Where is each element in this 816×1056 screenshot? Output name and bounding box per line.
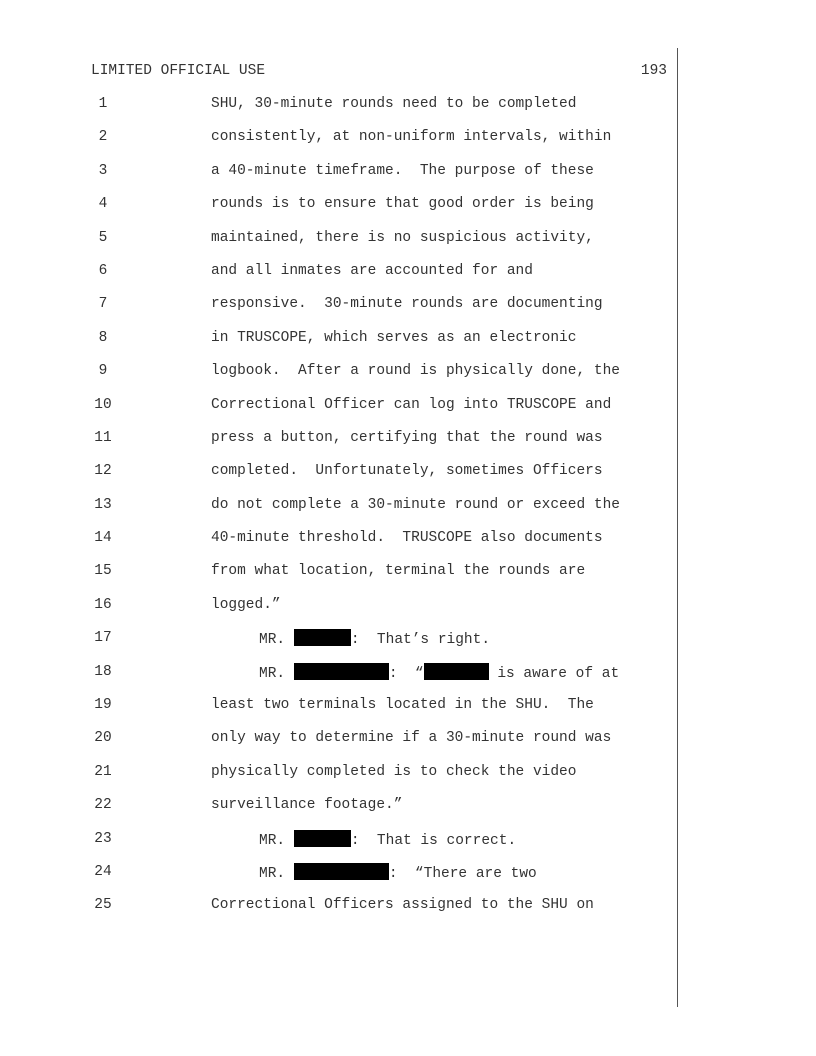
line-number: 1 [98,96,108,112]
speaker-text: : That is correct. [350,832,517,849]
line-text: surveillance footage.” [211,797,403,814]
line-text: do not complete a 30-minute round or exceed the [211,496,620,513]
line-text: logbook. After a round is physically done, the [211,363,620,380]
transcript-line [0,492,816,525]
line-text: SHU, 30-minute rounds need to be completed [211,96,577,112]
speaker-prefix: MR. [259,665,294,682]
line-number: 9 [98,363,108,380]
line-number: 8 [98,329,108,346]
line-text: consistently, at non-uniform intervals, within [211,129,612,146]
line-number: 2 [98,129,108,146]
line-number: 12 [94,463,112,480]
transcript-line [0,291,816,324]
speaker-text: : “ [388,665,424,682]
line-text: press a button, certifying that the round was [211,429,603,446]
transcript-line [0,659,816,692]
transcript-line [0,725,816,758]
speaker-line [259,629,490,649]
speaker-text-continued: is aware of at [488,665,620,682]
transcript-line [0,325,816,358]
line-number: 14 [94,530,112,547]
speaker-prefix: MR. [259,632,294,649]
line-number: 4 [98,196,108,213]
line-number: 10 [94,396,112,413]
line-number: 17 [94,630,112,647]
speaker-line [259,863,537,883]
line-text: and all inmates are accounted for and [211,262,533,279]
transcript-line [0,892,816,925]
transcript-line [0,392,816,425]
line-text: least two terminals located in the SHU. The [211,697,594,714]
speaker-prefix: MR. [259,832,294,849]
transcript-line [0,826,816,859]
transcript-line [0,458,816,491]
transcript-line [0,358,816,391]
line-text: 40-minute threshold. TRUSCOPE also documents [211,530,603,547]
line-number: 15 [94,563,112,580]
speaker-line [259,663,619,683]
redaction-block [294,629,351,646]
transcript-line [0,759,816,792]
speaker-text: : That’s right. [350,632,491,649]
transcript-line [0,191,816,224]
line-number: 11 [94,429,112,446]
redaction-block [294,663,389,680]
transcript-line [0,792,816,825]
line-number: 6 [98,262,108,279]
page-number: 193 [640,63,667,79]
line-number: 7 [98,296,108,313]
transcript-line [0,124,816,157]
transcript-line [0,525,816,558]
transcript-body [0,91,816,926]
redaction-block [294,830,351,847]
line-number: 3 [98,162,108,179]
line-text: Correctional Officer can log into TRUSCOPE and [211,396,612,413]
line-text: from what location, terminal the rounds are [211,563,586,580]
line-number: 16 [94,596,112,613]
line-text: responsive. 30-minute rounds are documenting [211,296,603,313]
speaker-text: : “There are two [388,865,537,882]
transcript-line [0,692,816,725]
line-number: 5 [98,229,108,246]
transcript-line [0,625,816,658]
classification-header: LIMITED OFFICIAL USE [91,63,266,79]
transcript-line [0,592,816,625]
transcript-line [0,225,816,258]
redaction-block [424,663,489,680]
line-text: completed. Unfortunately, sometimes Officers [211,463,603,480]
line-number: 24 [94,863,112,880]
line-text: only way to determine if a 30-minute round was [211,730,612,747]
line-number: 18 [94,663,112,680]
speaker-prefix: MR. [259,865,294,882]
line-text: Correctional Officers assigned to the SHU on [211,897,594,914]
transcript-line [0,425,816,458]
line-number: 19 [94,697,112,714]
line-number: 20 [94,730,112,747]
transcript-line [0,91,816,124]
transcript-line [0,258,816,291]
line-text: a 40-minute timeframe. The purpose of these [211,162,594,179]
transcript-line [0,859,816,892]
speaker-line [259,830,516,850]
line-text: physically completed is to check the video [211,763,577,780]
line-number: 22 [94,797,112,814]
line-number: 23 [94,830,112,847]
line-text: logged.” [211,596,281,613]
transcript-line [0,158,816,191]
line-text: rounds is to ensure that good order is being [211,196,594,213]
line-text: in TRUSCOPE, which serves as an electronic [211,329,577,346]
line-number: 25 [94,897,112,914]
line-text: maintained, there is no suspicious activity, [211,229,594,246]
line-number: 13 [94,496,112,513]
transcript-line [0,558,816,591]
redaction-block [294,863,389,880]
line-number: 21 [94,763,112,780]
